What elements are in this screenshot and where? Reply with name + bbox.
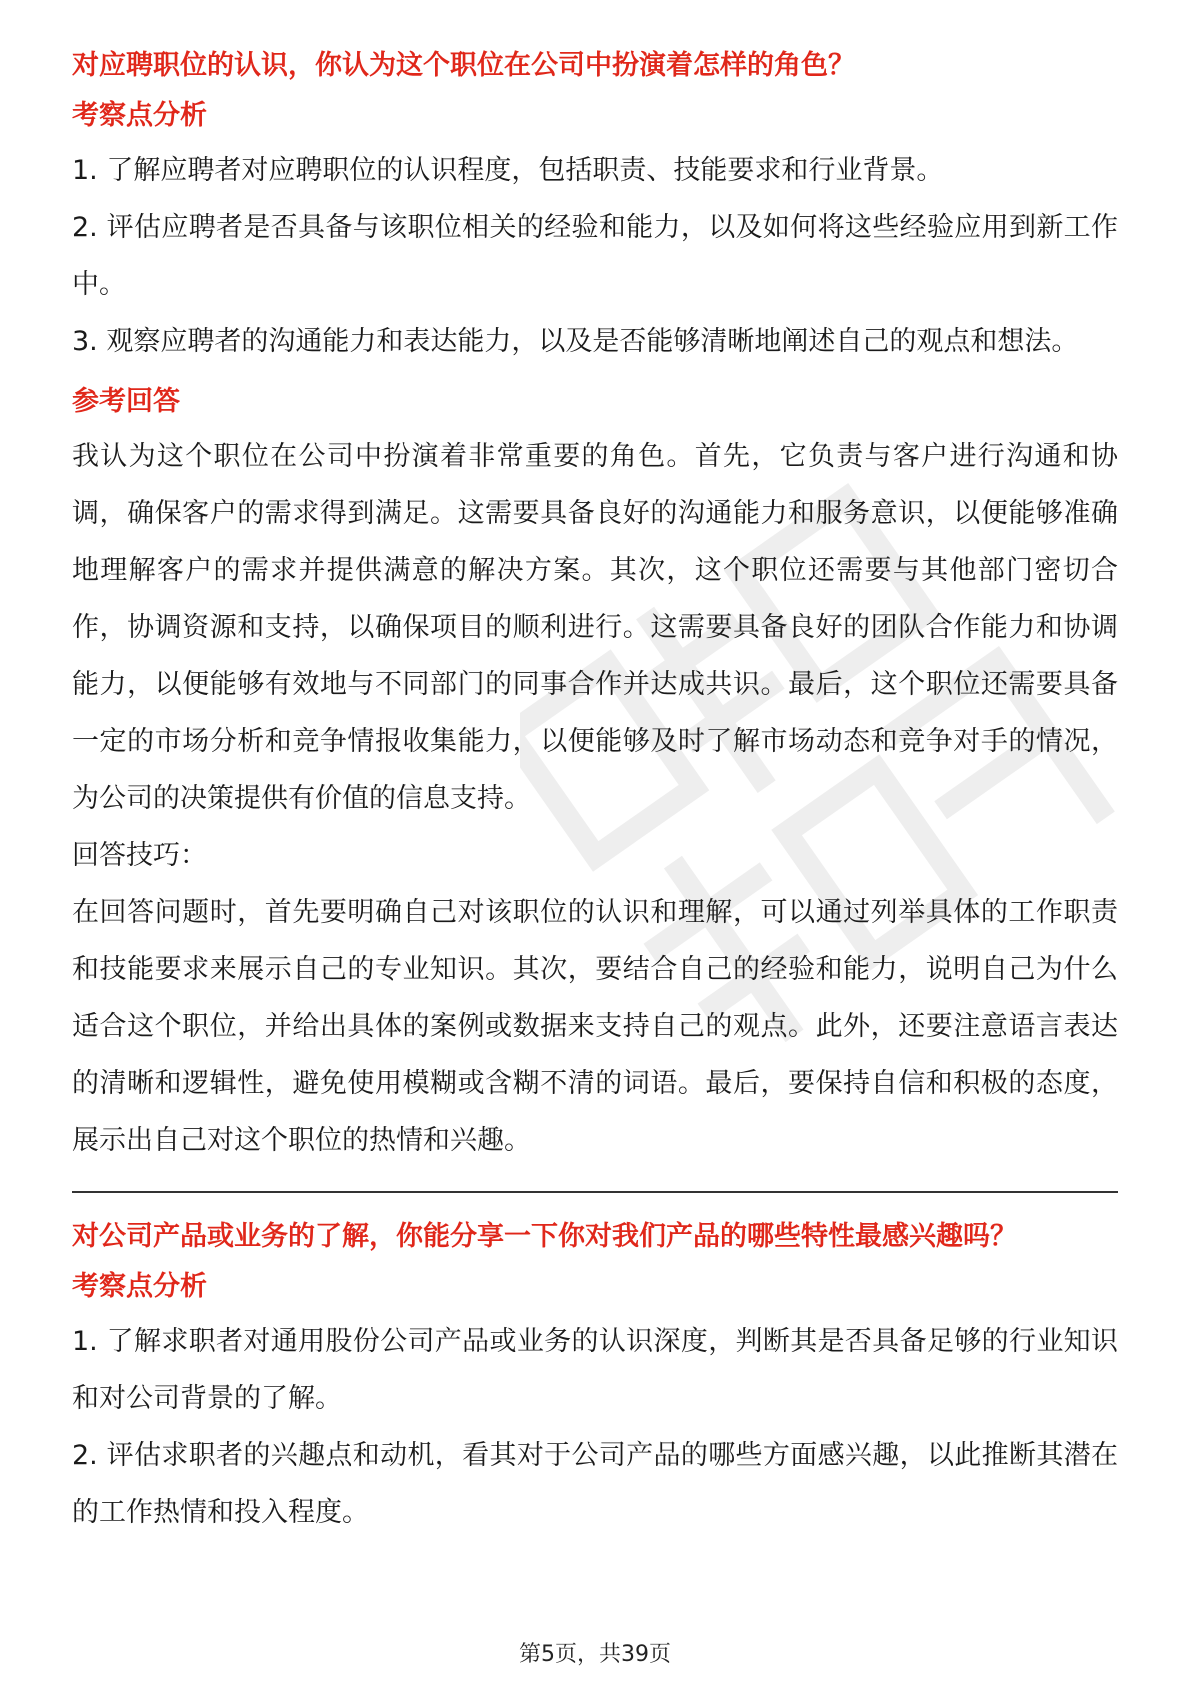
analysis-item-2-2: 2. 评估求职者的兴趣点和动机，看其对于公司产品的哪些方面感兴趣，以此推断其潜在的工作热情和投入程度。 xyxy=(72,1440,1118,1528)
section-divider xyxy=(72,1191,1118,1193)
page-number: 第5页，共39页 xyxy=(519,1642,671,1667)
question-title-1: 对应聘职位的认识，你认为这个职位在公司中扮演着怎样的角色？ xyxy=(72,50,855,81)
analysis-item-2-1: 1. 了解求职者对通用股份公司产品或业务的认识深度，判断其是否具备足够的行业知识和对公司背景的了解。 xyxy=(72,1326,1118,1414)
question-title-2: 对公司产品或业务的了解，你能分享一下你对我们产品的哪些特性最感兴趣吗？ xyxy=(72,1221,1017,1252)
analysis-item-1-3: 3. 观察应聘者的沟通能力和表达能力，以及是否能够清晰地阐述自己的观点和想法。 xyxy=(72,326,1079,357)
main-content xyxy=(72,46,1118,1541)
analysis-item-1-1: 1. 了解应聘者对应聘职位的认识程度，包括职责、技能要求和行业背景。 xyxy=(72,155,944,186)
answer-heading-1: 参考回答 xyxy=(72,386,180,417)
analysis-heading-2: 考察点分析 xyxy=(72,1271,207,1302)
tips-heading-1: 回答技巧： xyxy=(72,840,207,871)
analysis-heading-1: 考察点分析 xyxy=(72,100,207,131)
answer-text-1: 我认为这个职位在公司中扮演着非常重要的角色。首先，它负责与客户进行沟通和协调，确保客户的需求得到满足。这需要具备良好的沟通能力和服务意识，以便能够准确地理解客户的需求并提供满意的解决方案。其次，这个职位还需要与其他部门密切合作，协调资源和支持，以确保项目的顺利进行。这需要具备良好的团队合作能力和协调能力，以便能够有效地与不同部门的同事合作并达成共识。最后，这个职位还需要具备一定的市场分析和竞争情报收集能力，以便能够及时了解市场动态和竞争对手的情况，为公司的决策提供有价值的信息支持。 xyxy=(72,441,1118,814)
analysis-item-1-2: 2. 评估应聘者是否具备与该职位相关的经验和能力，以及如何将这些经验应用到新工作中。 xyxy=(72,212,1118,300)
tips-text-1: 在回答问题时，首先要明确自己对该职位的认识和理解，可以通过列举具体的工作职责和技能要求来展示自己的专业知识。其次，要结合自己的经验和能力，说明自己为什么适合这个职位，并给出具体的案例或数据来支持自己的观点。此外，还要注意语言表达的清晰和逻辑性，避免使用模糊或含糊不清的词语。最后，要保持自信和积极的态度，展示出自己对这个职位的热情和兴趣。 xyxy=(72,897,1118,1156)
